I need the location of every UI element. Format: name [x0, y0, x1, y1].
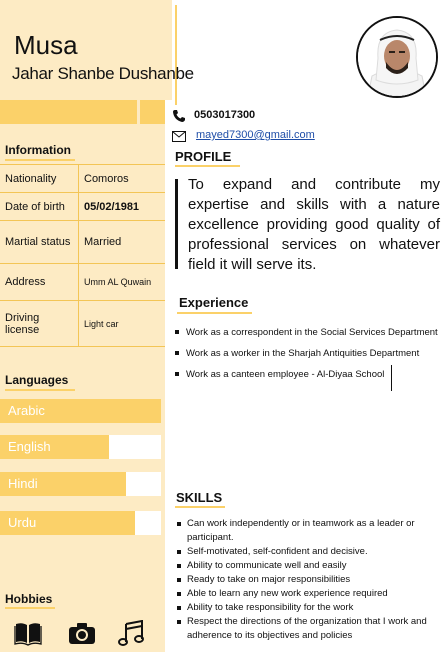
skills-list — [175, 517, 445, 643]
email-link[interactable]: mayed7300@gmail.com — [196, 129, 315, 141]
list-item: Work as a correspondent in the Social Services Department — [175, 322, 440, 343]
language-name: Arabic — [8, 403, 45, 418]
profile-summary: To expand and contribute my expertise and skills with a nature excellence providing good quality of professional services on whatever field it will serve its. — [188, 176, 440, 273]
camera-icon — [68, 620, 96, 646]
info-value: Comoros — [79, 165, 166, 193]
list-item: Respect the directions of the organization that I work and adherence to its objectives and policies — [175, 615, 445, 643]
header-divider — [175, 5, 177, 105]
heading-underline — [5, 607, 55, 609]
heading-underline — [5, 159, 75, 161]
list-item: Ready to take on major responsibilities — [175, 573, 445, 587]
accent-bar-end — [140, 100, 165, 124]
first-name: Musa — [14, 30, 78, 60]
list-item: Ability to take responsibility for the work — [175, 601, 445, 615]
profile-quote-bar — [175, 179, 178, 269]
heading-underline — [5, 389, 75, 391]
language-bar — [0, 511, 161, 535]
mail-icon — [172, 129, 186, 140]
list-item: Self-motivated, self-confident and decisive. — [175, 545, 445, 559]
text-cursor — [391, 365, 392, 391]
info-value: Umm AL Quwain — [79, 264, 166, 301]
list-item: Able to learn any new work experience required — [175, 587, 445, 601]
info-key: Date of birth — [0, 193, 79, 221]
skills-heading: SKILLS — [176, 490, 223, 505]
hobbies-heading: Hobbies — [5, 592, 53, 606]
language-name: Urdu — [8, 515, 37, 530]
language-bar — [0, 435, 161, 459]
list-item: Work as a worker in the Sharjah Antiquities Department — [175, 343, 440, 364]
phone-icon — [172, 109, 186, 123]
experience-heading: Experience — [179, 295, 249, 310]
heading-underline — [177, 312, 252, 314]
info-key: Address — [0, 264, 79, 301]
book-icon — [14, 620, 42, 646]
info-key: Nationality — [0, 165, 79, 193]
full-name: Jahar Shanbe Dushanbe — [12, 64, 194, 83]
music-icon — [117, 620, 145, 646]
table-row — [0, 165, 165, 193]
table-row — [0, 301, 165, 347]
accent-bar — [0, 100, 137, 124]
list-item: Can work independently or in teamwork as a leader or participant. — [175, 517, 445, 545]
info-key: Martial status — [0, 221, 79, 264]
information-heading: Information — [5, 143, 71, 157]
table-row — [0, 264, 165, 301]
heading-underline — [175, 165, 240, 167]
language-bar — [0, 399, 161, 423]
experience-list — [175, 322, 440, 385]
profile-heading: PROFILE — [175, 149, 232, 164]
heading-underline — [175, 506, 225, 508]
table-row — [0, 221, 165, 264]
phone-number[interactable]: 0503017300 — [194, 109, 256, 121]
info-value: Light car — [79, 301, 166, 347]
info-value: 05/02/1981 — [79, 193, 166, 221]
info-value: Married — [79, 221, 166, 264]
language-name: English — [8, 439, 51, 454]
table-row — [0, 193, 165, 221]
list-item: Work as a canteen employee - Al-Diyaa School — [175, 364, 440, 385]
languages-heading: Languages — [5, 373, 69, 387]
profile-photo — [356, 16, 438, 98]
list-item: Ability to communicate well and easily — [175, 559, 445, 573]
language-bar — [0, 472, 161, 496]
language-name: Hindi — [8, 476, 38, 491]
info-key: Driving license — [0, 301, 79, 347]
information-table — [0, 164, 165, 347]
